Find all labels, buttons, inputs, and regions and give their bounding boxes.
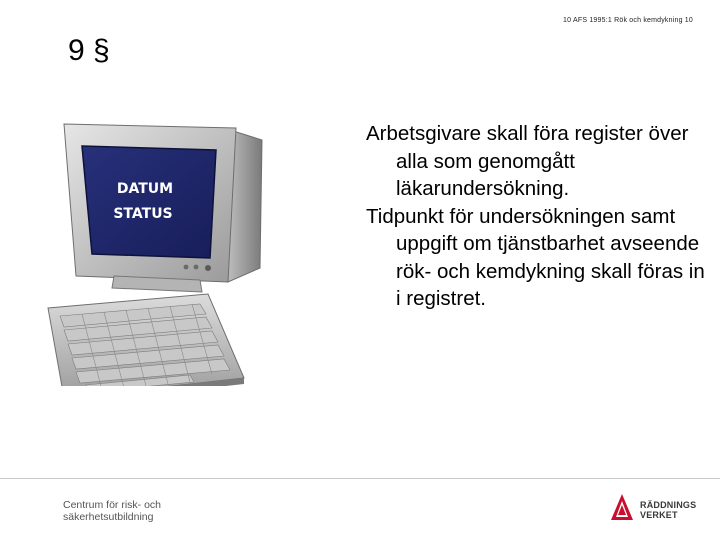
computer-illustration bbox=[30, 118, 270, 391]
footer-org-line: säkerhetsutbildning bbox=[63, 510, 154, 523]
slide-title: 9 § bbox=[68, 34, 110, 67]
keyboard bbox=[48, 294, 244, 386]
screen-label-datum: DATUM bbox=[116, 181, 174, 197]
paragraph: Arbetsgivare skall föra register över alla som genomgått läkarundersökning. bbox=[366, 122, 689, 200]
screen-label-status: STATUS bbox=[113, 206, 173, 222]
footer-org-line: Centrum för risk- och bbox=[63, 499, 162, 511]
raddningsverket-logo-icon bbox=[610, 493, 634, 526]
footer-logo bbox=[610, 493, 696, 526]
logo-text-line: VERKET bbox=[640, 509, 678, 520]
footer-divider bbox=[0, 478, 720, 479]
slide-header: 10 AFS 1995:1 Rök och kemdykning 10 bbox=[563, 17, 693, 24]
footer-organization bbox=[63, 500, 161, 523]
paragraph: Tidpunkt för undersökningen samt uppgift om tjänstbarhet avseende rök- och kemdykning skall föras in i registret. bbox=[366, 204, 705, 310]
logo-text-line: RÄDDNINGS bbox=[640, 499, 697, 510]
body-text bbox=[366, 120, 706, 313]
monitor-screen bbox=[82, 146, 216, 258]
